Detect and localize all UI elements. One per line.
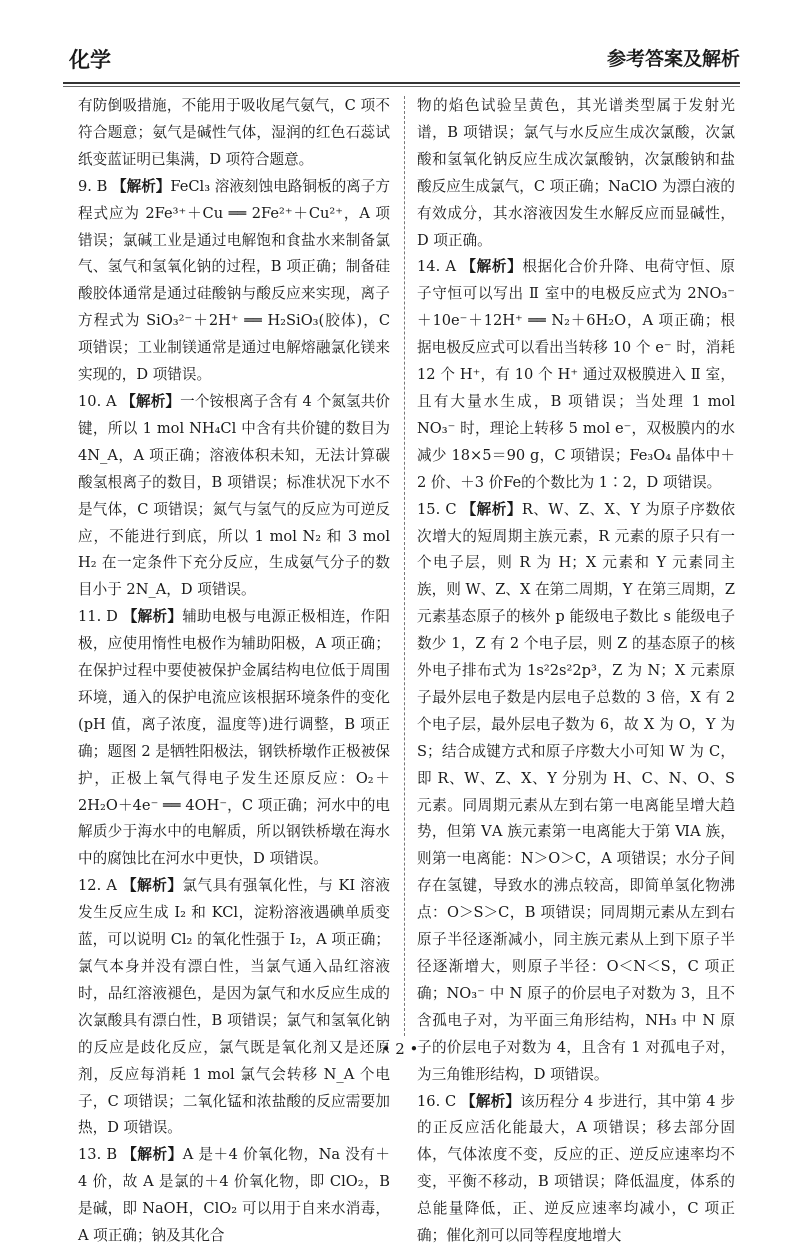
answer-item [78,604,390,873]
item-text: 一个铵根离子含有 4 个氮氢共价键，所以 1 mol NH₄Cl 中含有共价键的数目为 4N_A，A 项正确；溶液体积未知，无法计算碳酸氢根离子的数目，B 项错误；标准状况下水不是气体，C 项错误；氮气与氢气的反应为可逆反应，不能进行到底，所以 1 mol N₂ 和 3 mol H₂ 在一定条件下充分反应，生成氨气分子的数目小于 2N_A，D 项错误。 [78,392,391,599]
question-number: 14. [417,258,441,276]
item-text: 根据化合价升降、电荷守恒、原子守恒可以写出 Ⅱ 室中的电极反应式为 2NO₃⁻＋10e⁻＋12H⁺ ══ N₂＋6H₂O，A 项正确；根据电极反应式可以看出当转移 10 个 e⁻ 时，消耗 12 个 H⁺，有 10 个 H⁺ 通过双极膜进入 Ⅱ 室，且有大量水生成，B 项错误；当处理 1 mol NO₃⁻ 时，理论上转移 5 mol e⁻，双极膜内的水减少 18×5＝90 g，C 项错误；Fe₃O₄ 晶体中＋2 价、＋3 价Fe的个数比为 1∶2，D 项错误。 [417,258,735,491]
analysis-tag: 【解析】 [122,877,183,895]
question-number: 9. [78,177,92,195]
analysis-tag: 【解析】 [461,500,522,518]
item-text: 氯气具有强氧化性，与 KI 溶液发生反应生成 I₂ 和 KCl，淀粉溶液遇碘单质变蓝，可以说明 Cl₂ 的氧化性强于 I₂，A 项正确；氯气本身并没有漂白性，当氯气通入品红溶液时，品红溶液褪色，是因为氯气和水反应生成的次氯酸具有漂白性，B 项错误；氯气和氢氧化钠的反应是歧化反应，氯气既是氧化剂又是还原剂，反应每消耗 1 mol 氯气会转移 N_A 个电子，C 项错误；二氧化锰和浓盐酸的反应需要加热，D 项错误。 [78,877,390,1137]
answer-choice: A [105,392,117,410]
answer-choice: B [106,1146,118,1164]
answer-item [78,1142,390,1250]
answer-choice: A [445,258,457,276]
item-text: A 是＋4 价氧化物，Na 没有＋4 价，故 A 是氯的＋4 价氧化物，即 ClO₂，B 是碱，即 NaOH，ClO₂ 可以用于自来水消毒，A 项正确；钠及其化合 [78,1146,390,1245]
item-text: FeCl₃ 溶液刻蚀电路铜板的离子方程式应为 2Fe³⁺＋Cu ══ 2Fe²⁺＋Cu²⁺，A 项错误；氯碱工业是通过电解饱和食盐水来制备氯气、氢气和氢氧化钠的过程，B 项正确；制备硅酸胶体通常是通过硅酸钠与酸反应来实现，离子方程式为 SiO₃²⁻＋2H⁺ ══ H₂SiO₃(胶体)，C 项错误；工业制镁通常是通过电解熔融氯化镁来实现的，D 项错误。 [78,177,390,384]
question-number: 16. [417,1092,441,1110]
item-text: 辅助电极与电源正极相连，作阳极，应使用惰性电极作为辅助阳极，A 项正确；在保护过程中要使被保护金属结构电位低于周围环境，通入的保护电流应该根据环境条件的变化(pH 值，离子浓度，温度等)进行调整，B 项正确；题图 2 是牺牲阳极法，钢铁桥墩作正极被保护，正极上氧气得电子发生还原反应：O₂＋2H₂O＋4e⁻ ══ 4OH⁻，C 项正确；河水中的电解质少于海水中的电解质，所以钢铁桥墩在海水中的腐蚀比在河水中更快，D 项错误。 [78,608,390,868]
analysis-tag: 【解析】 [122,608,183,626]
analysis-tag: 【解析】 [122,1146,183,1164]
answer-choice: A [106,877,117,895]
question-number: 10. [78,392,102,410]
page-number: • 2 • [381,1040,419,1058]
analysis-tag: 【解析】 [111,177,171,195]
analysis-tag: 【解析】 [461,1092,521,1110]
item-text: 有防倒吸措施，不能用于吸收尾气氨气，C 项不符合题意；氨气是碱性气体，湿润的红色石蕊试纸变蓝证明已集满，D 项符合题意。 [78,97,390,168]
subject-title: 化学 [69,47,111,72]
answer-item [78,389,390,604]
right-column [417,93,735,1250]
answer-item [417,93,735,254]
answer-choice: B [96,177,108,195]
question-number: 13. [78,1146,102,1164]
answer-item [78,93,390,174]
item-text: R、W、Z、X、Y 为原子序数依次增大的短周期主族元素，R 元素的原子只有一个电子层，则 R 为 H；X 元素和 Y 元素同主族，则 W、Z、X 在第二周期，Y 在第三周期，Z 元素基态原子的核外 p 能级电子数比 s 能级电子数少 1，Z 有 2 个电子层，则 Z 的基态原子的核外电子排布式为 1s²2s²2p³，Z 为 N；X 元素原子最外层电子数是内层电子总数的 3 倍，X 有 2 个电子层，最外层电子数为 6，故 X 为 O，Y 为 S；结合成键方式和原子序数大小可知 W 为 C，即 R、W、Z、X、Y 分别为 H、C、N、O、S 元素。同周期元素从左到右第一电离能呈增大趋势，但第 ⅤA 族元素第一电离能大于第 ⅥA 族，则第一电离能：N＞O＞C，A 项错误；水分子间存在氢键，导致水的沸点较高，即简单氢化物沸点：O＞S＞C，B 项错误；同周期元素从左到右原子半径逐渐减小，同主族元素从上到下原子半径逐渐增大，则原子半径：O＜N＜S，C 项正确；NO₃⁻ 中 N 原子的价层电子对数为 3，且不含孤电子对，为平面三角形结构，NH₃ 中 N 原子的价层电子对数为 4，且含有 1 对孤电子对，为三角锥形结构，D 项错误。 [417,500,735,1083]
column-divider [404,96,405,1036]
answer-choice: C [445,500,457,518]
question-number: 12. [78,877,102,895]
question-number: 15. [417,500,441,518]
answer-item [78,873,390,1142]
question-number: 11. [78,608,102,626]
answer-choice: C [445,1092,457,1110]
header-rule-thick [63,82,740,84]
left-column [78,93,390,1250]
section-title: 参考答案及解析 [606,48,740,70]
answer-item [417,1089,735,1250]
item-text: 物的焰色试验呈黄色，其光谱类型属于发射光谱，B 项错误；氯气与水反应生成次氯酸，次氯酸和氢氧化钠反应生成次氯酸钠，次氯酸钠和盐酸反应生成氯气，C 项正确；NaClO 为漂白液的有效成分，其水溶液因发生水解反应而显碱性，D 项正确。 [417,97,735,249]
answer-choice: D [106,608,118,626]
header-rule-thin [63,86,740,87]
answer-item [417,254,735,496]
page-header [63,40,740,80]
item-text: 该历程分 4 步进行，其中第 4 步的正反应活化能最大，A 项错误；移去部分固体，气体浓度不变，反应的正、逆反应速率均不变，平衡不移动，B 项错误；降低温度，体系的总能量降低，正、逆反应速率均减小，C 项正确；催化剂可以同等程度地增大 [417,1092,735,1245]
answer-item [78,174,390,389]
answer-item [417,497,735,1089]
analysis-tag: 【解析】 [121,392,181,410]
analysis-tag: 【解析】 [461,258,523,276]
